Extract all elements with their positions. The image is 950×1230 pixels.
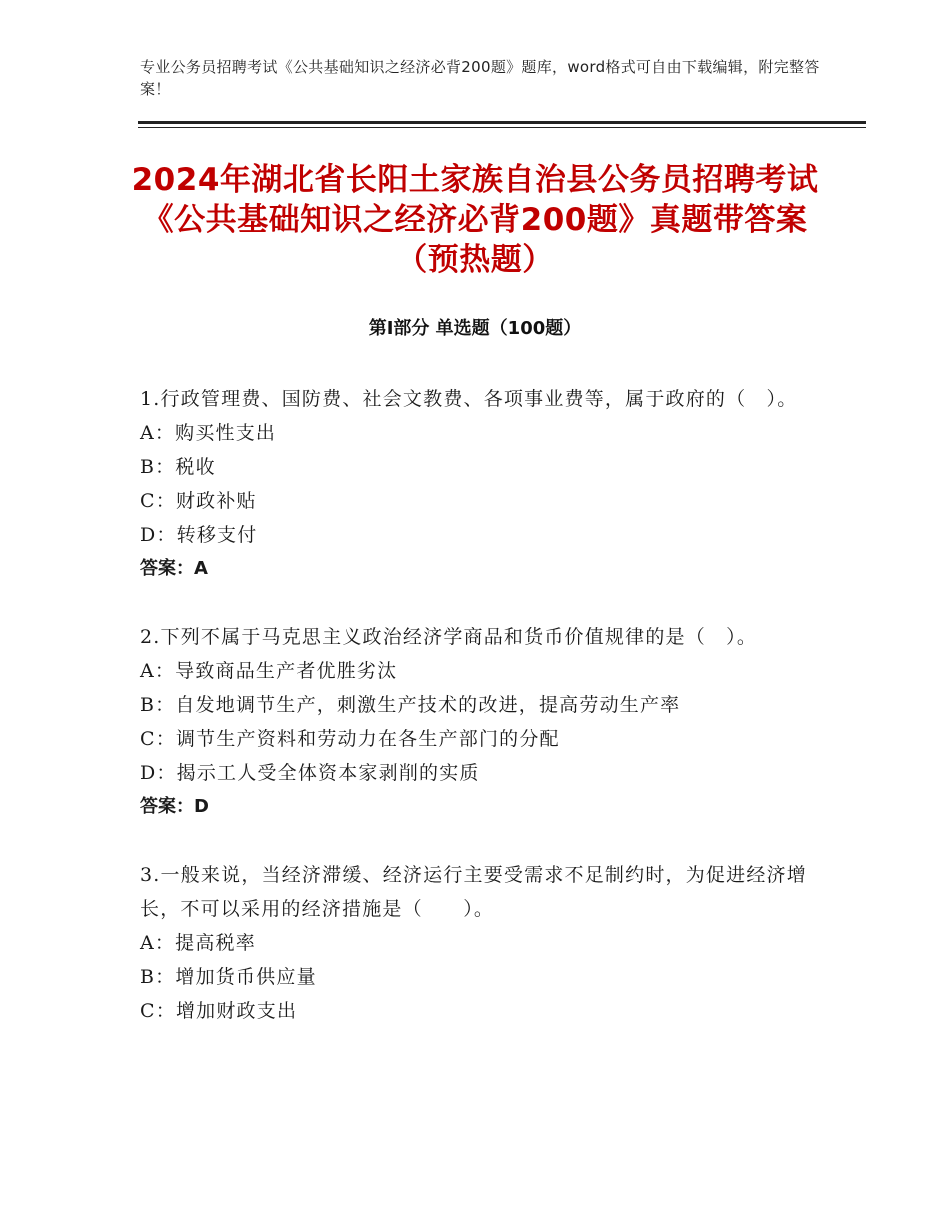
option-d: D：揭示工人受全体资本家剥削的实质	[140, 762, 480, 784]
option-c: C：调节生产资料和劳动力在各生产部门的分配	[140, 728, 560, 750]
header-divider-thin	[138, 127, 866, 128]
answer: 答案：D	[140, 796, 209, 817]
option-c: C：财政补贴	[140, 490, 257, 512]
question-1	[140, 382, 820, 586]
answer: 答案：A	[140, 558, 208, 579]
question-stem: 1.行政管理费、国防费、社会文教费、各项事业费等，属于政府的（ ）。	[140, 388, 798, 410]
section-title: 第Ⅰ部分 单选题（100题）	[368, 318, 582, 339]
question-3	[140, 858, 820, 1028]
header-note: 专业公务员招聘考试《公共基础知识之经济必背200题》题库，word格式可自由下载编辑，附完整答案！	[140, 58, 820, 98]
option-a: A：提高税率	[140, 932, 256, 954]
question-stem: 3.一般来说，当经济滞缓、经济运行主要受需求不足制约时，为促进经济增长，不可以采用的经济措施是（ ）。	[140, 864, 807, 920]
option-b: B：自发地调节生产，刺激生产技术的改进，提高劳动生产率	[140, 694, 681, 716]
option-d: D：转移支付	[140, 524, 258, 546]
question-list	[140, 382, 820, 1062]
question-stem: 2.下列不属于马克思主义政治经济学商品和货币价值规律的是（ ）。	[140, 626, 758, 648]
header-divider	[138, 121, 866, 124]
option-b: B：税收	[140, 456, 216, 478]
option-a: A：导致商品生产者优胜劣汰	[140, 660, 398, 682]
question-2	[140, 620, 820, 824]
option-b: B：增加货币供应量	[140, 966, 317, 988]
option-c: C：增加财政支出	[140, 1000, 298, 1022]
option-a: A：购买性支出	[140, 422, 277, 444]
document-title: 2024年湖北省长阳土家族自治县公务员招聘考试《公共基础知识之经济必背200题》真题带答案（预热题）	[131, 162, 819, 278]
